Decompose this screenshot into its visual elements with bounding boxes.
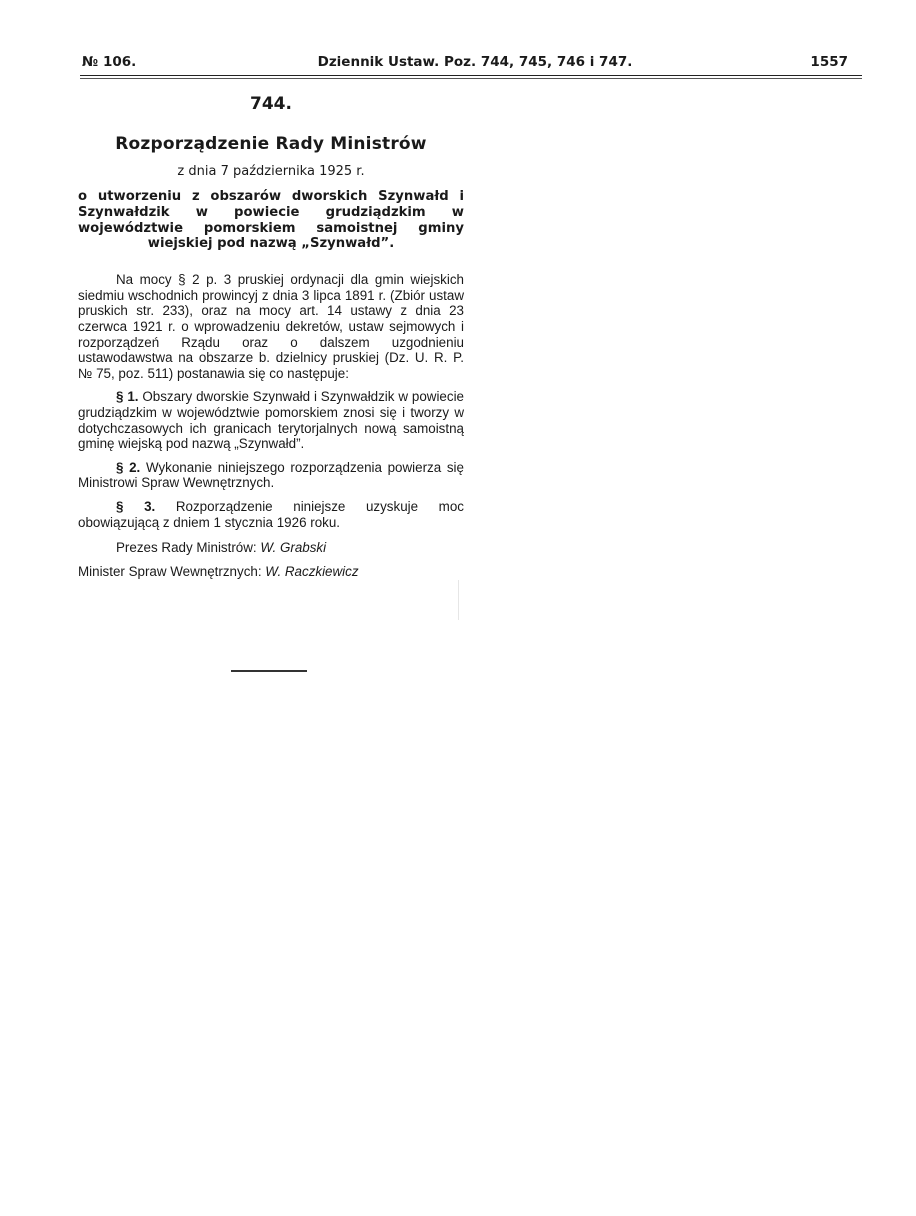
running-header bbox=[82, 54, 848, 76]
column-margin-mark bbox=[458, 580, 459, 620]
section-3 bbox=[78, 499, 464, 530]
act-date: z dnia 7 października 1925 r. bbox=[177, 164, 365, 179]
section-1 bbox=[78, 389, 464, 451]
signature-name: W. Raczkiewicz bbox=[265, 564, 359, 580]
preamble: Na mocy § 2 p. 3 pruskiej ordynacji dla gmin wiejskich siedmiu wschodnich prowincyj z dnia 3 lipca 1891 r. (Zbiór ustaw pruskich str. 233), oraz na mocy art. 14 ustawy z dnia 23 czerwca 1921 r. o wprowadzeniu dekretów, ustaw sejmowych i rozporządzeń Rządu oraz o dalszem uzgodnieniu ustawodawstwa na obszarze b. dzielnicy pruskiej (Dz. U. R. P. № 75, poz. 511) postanawia się co następuje: bbox=[78, 272, 464, 381]
signature-name: W. Grabski bbox=[260, 540, 327, 556]
page-number: 1557 bbox=[810, 54, 848, 70]
signature-prime-minister bbox=[78, 540, 464, 556]
section-1-label: § 1. bbox=[116, 389, 139, 405]
header-rule-thin bbox=[80, 78, 862, 79]
section-3-text: Rozporządzenie niniejsze uzyskuje moc obowiązującą z dniem 1 stycznia 1926 roku. bbox=[78, 498, 464, 530]
act-subject: o utworzeniu z obszarów dworskich Szynwałd i Szynwałdzik w powiecie grudziądzkim w województwie pomorskiem samoistnej gminy wiejskiej pod nazwą „Szynwałd”. bbox=[78, 189, 464, 252]
act-title: Rozporządzenie Rady Ministrów bbox=[115, 134, 427, 154]
section-2-label: § 2. bbox=[116, 459, 141, 475]
signature-interior-minister bbox=[78, 564, 464, 580]
issue-number: № 106. bbox=[82, 54, 137, 70]
section-2-text: Wykonanie niniejszego rozporządzenia powierza się Ministrowi Spraw Wewnętrznych. bbox=[78, 459, 464, 491]
signature-role: Prezes Rady Ministrów: bbox=[116, 540, 257, 556]
header-rule bbox=[80, 75, 862, 76]
act-column bbox=[78, 92, 464, 580]
section-1-text: Obszary dworskie Szynwałd i Szynwałdzik w powiecie grudziądzkim w województwie pomorskiem znosi się i tworzy w dotychczasowych ich granicach terytorjalnych nową samoistną gminę wiejską pod nazwą „Szynwałd”. bbox=[78, 389, 464, 452]
signature-role: Minister Spraw Wewnętrznych: bbox=[78, 564, 262, 580]
section-3-label: § 3. bbox=[116, 498, 156, 514]
section-2 bbox=[78, 460, 464, 491]
journal-title: Dziennik Ustaw. Poz. 744, 745, 746 i 747. bbox=[317, 54, 633, 70]
end-of-act-rule bbox=[231, 670, 307, 672]
signatures bbox=[78, 540, 464, 580]
act-number: 744. bbox=[250, 94, 292, 114]
